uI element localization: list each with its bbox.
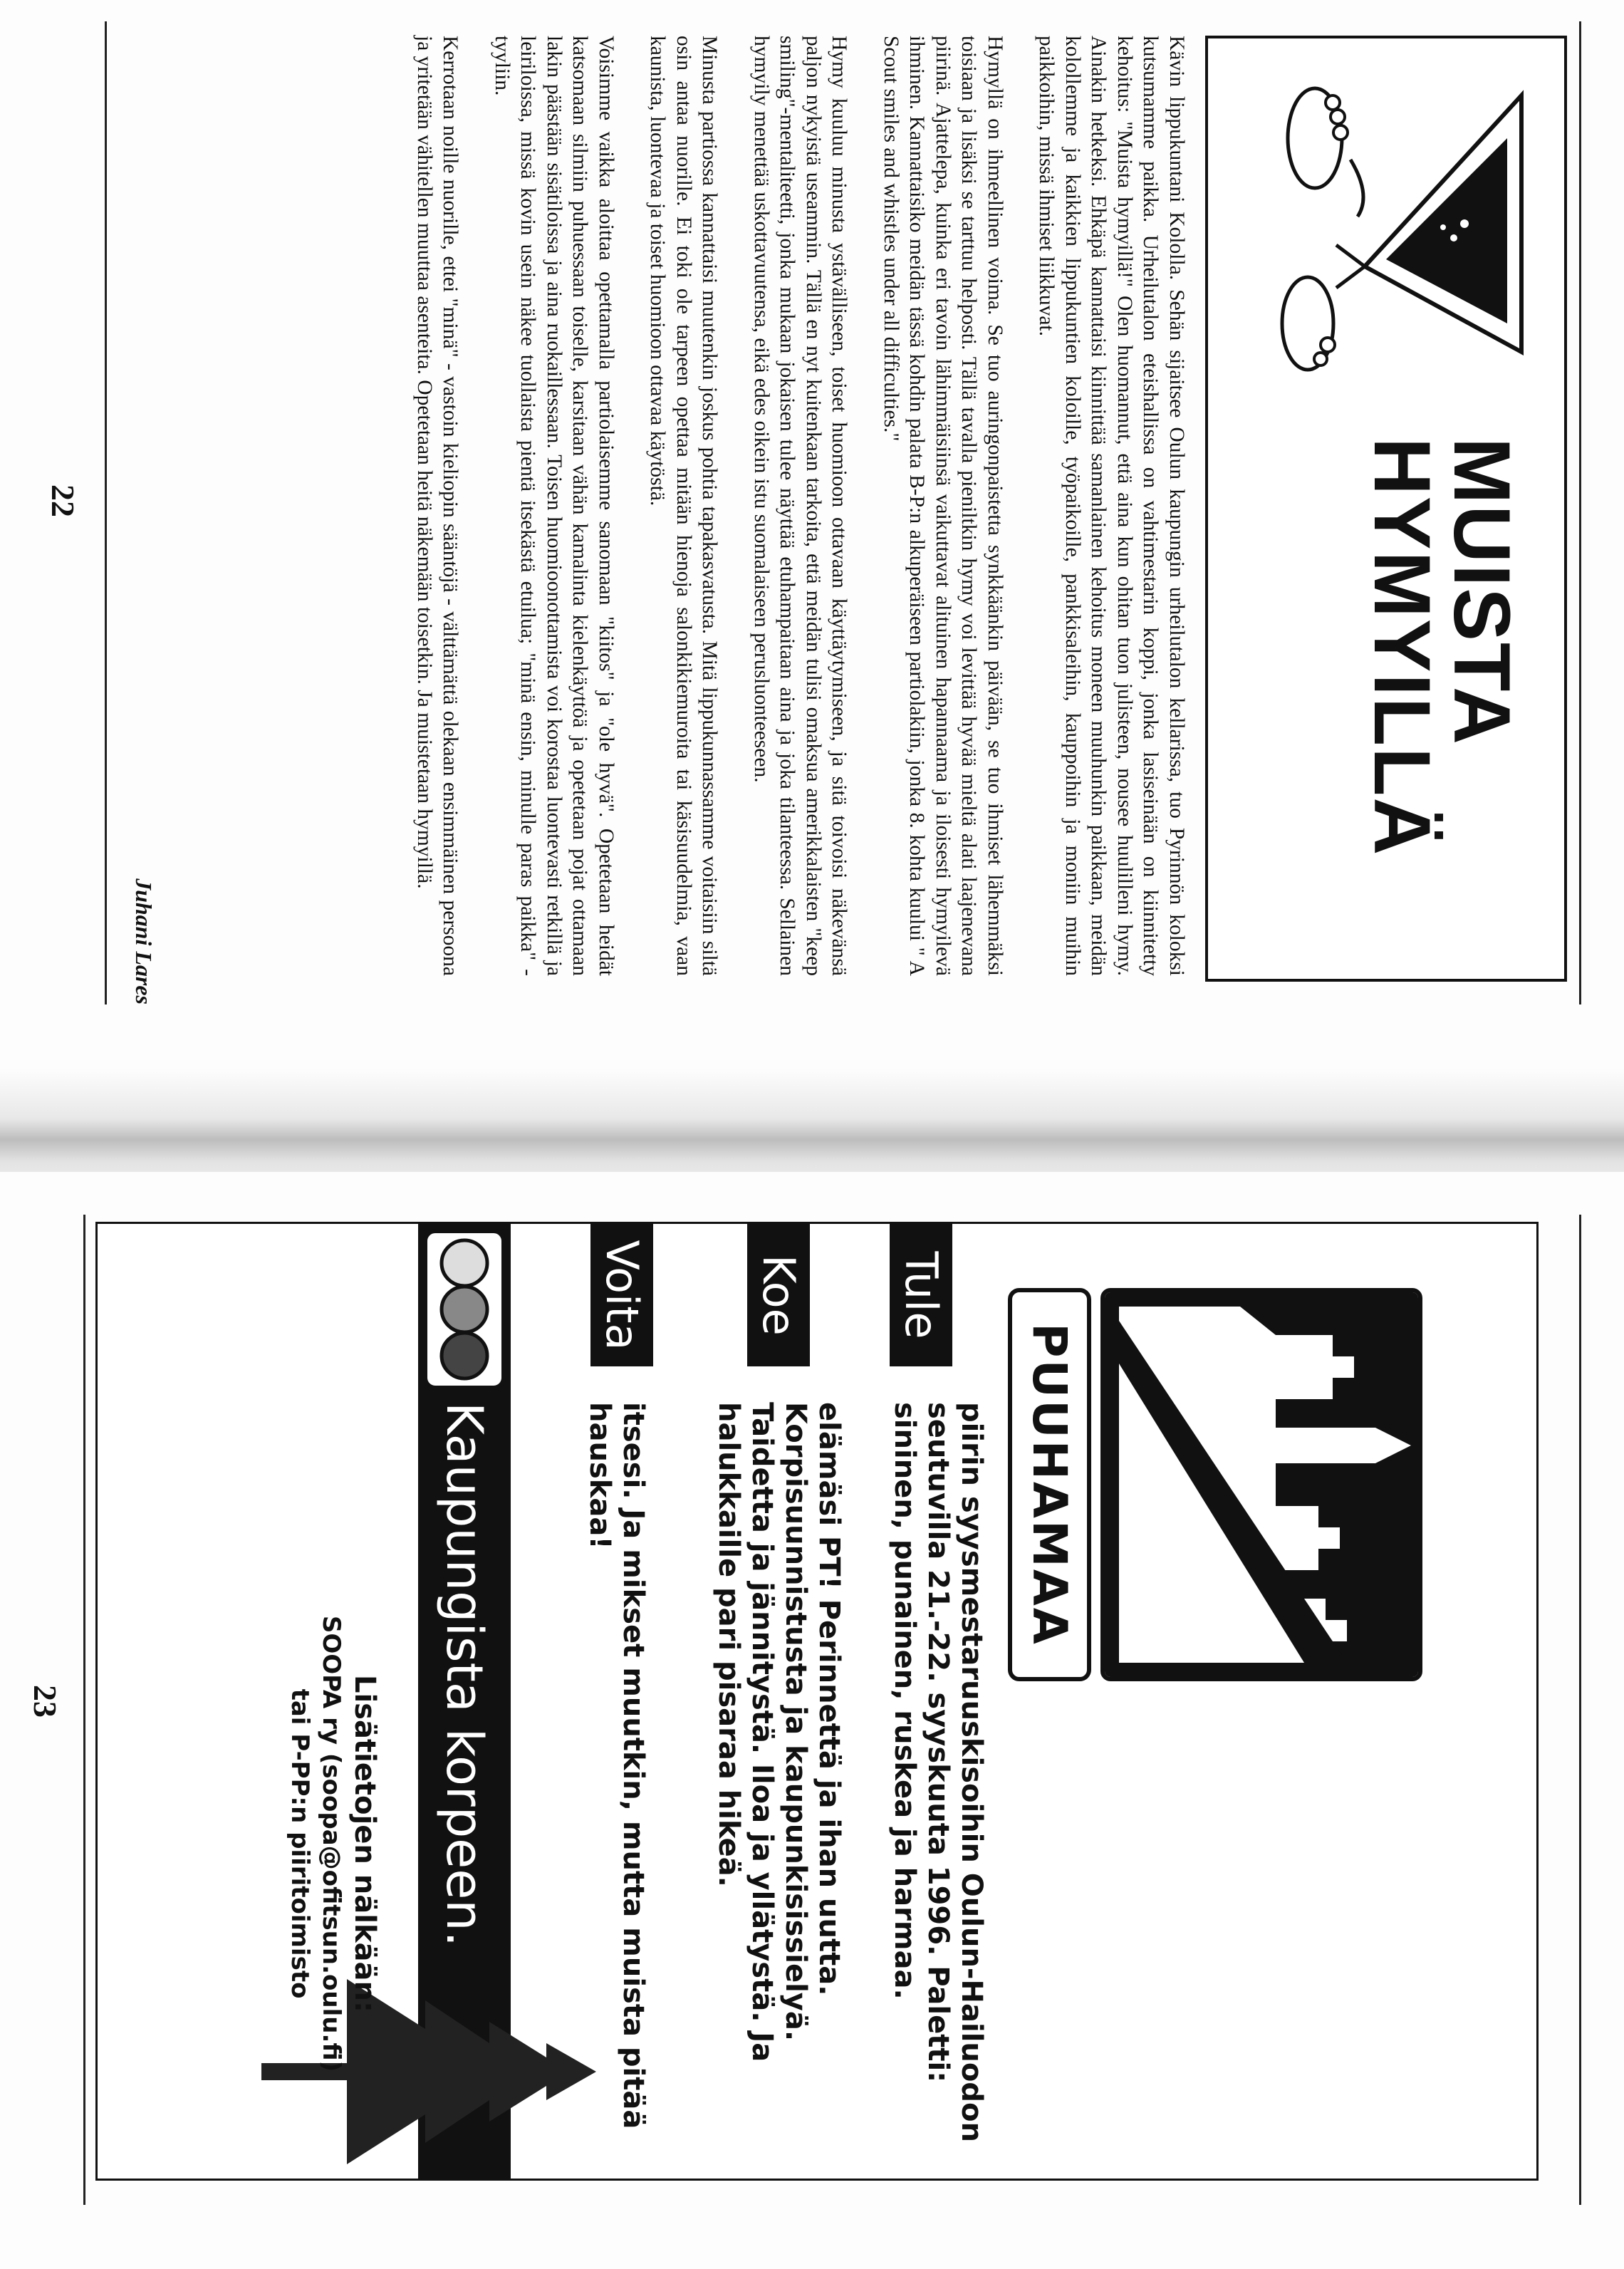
bottom-rule	[83, 1215, 85, 2205]
traffic-light-icon	[404, 1224, 525, 1395]
paragraph: Kävin lippukuntani Kololla. Sehän sijaitsee Oulun kaupungin urheilutalon kellarissa, tuo Pyrinnön koloksi kutsumamme paikka. Urheilutalon eteishallissa on vahtimestarin koppi, jonka lasiseinään on kiinnitetty kehoitus: "Muista hymyillä!" Olen huomannut, että aina kun ohitan tuon julisteen, nousee huulilleni hymy. Ainakin hetkeksi. Ehkäpä kannattaisi kiinnittää samanlainen kehoitus moneen muuhunkin paikkaan, meidän kolollemme ja kaikkien lippukuntien koloille, työpaikoille, pankkisaleihin, kauppoihin ja moniin muihin paikkoihin, missä ihmiset liikkuvat.	[1035, 36, 1188, 976]
label-koe: Koe	[747, 1224, 810, 1366]
title-line-2: HYMYILLÄ	[1358, 437, 1447, 857]
page-number: 23	[27, 1685, 63, 1718]
scout-hat-illustration-icon	[1265, 53, 1550, 380]
paragraph: Voisimme vaikka aloittaa opettamalla partiolaisemme sanomaan "kiitos" ja "ole hyvä". Opetetaan heidät katsomaan silmiin puhuessaan toiselle, karsitaan vähän kamalinta kielenkäyttöä ja opetetaan pojat ottamaan lakin päästään sisätiloissa ja aina ruokaillessaan. Toisen huomioonottamista voi korostaa luontevasti retkillä ja leiriloissa, missä kovin usein näkee tuollaista pientä itsekästä etuilua; "minä ensin, minulle paras paikka" -tyyliin.	[491, 36, 618, 976]
paragraph: Minusta partiossa kannattaisi muutenkin joskus pohtia tapakasvatusta. Mitä lippukunnassamme voitaisiin siltä osin antaa nuorille. Ei toki ole tarpeen opettaa mitään hienoja salonkikiemuroita tai käsisuudelmia, vaan kaunista, luontevaa ja toiset huomioon ottavaa käytöstä.	[646, 36, 722, 976]
contact-info	[284, 1552, 382, 2136]
top-rule	[1579, 21, 1581, 1004]
paragraph: Kerrotaan noille nuorille, ettei "minä" - vastoin kieliopin sääntöjä - välttämättä olekaan ensimmäinen persoona ja yritetään vähitellen muuttaa asenteita. Opetetaan heitä näkemään toisetkin. Ja muistetaan hymyillä.	[413, 36, 462, 976]
byline: Juhani Lares	[131, 878, 157, 1004]
article-header-box	[1205, 36, 1567, 982]
paragraph: Hymy kuuluu minusta ystävälliseen, toiset huomioon ottavaan käyttäytymiseen, ja sitä toivoisi näkevänsä paljon nykyistä useammin. Tällä en nyt kuitenkaan tarkoita, että meidän tulisi omaksua amerikkalaisten "keep smiling"-mentaliteetti, jonka mukaan jokaisen tulee näyttää etuhampaitaan aina ja joka tilanteessa. Sellainen hymyily menettää uskottavuutensa, eikä edes oikein istu suomalaiseen perusluonteeseen.	[750, 36, 851, 976]
banner-text: Kaupungista korpeen.	[435, 1402, 494, 1947]
label-voita: Voita	[590, 1224, 653, 1366]
bottom-rule	[105, 21, 107, 1004]
castle-logo-icon	[1105, 1292, 1418, 1677]
event-advertisement	[95, 1222, 1539, 2181]
page-22	[0, 0, 1624, 1097]
page-number: 22	[45, 484, 81, 517]
article-title	[1358, 437, 1526, 965]
label-tule: Tule	[890, 1224, 952, 1366]
paragraph: Hymyllä on ihmeellinen voima. Se tuo auringonpaistetta synkkäänkin päivään, se tuo ihmiset lähemmäksi toisiaan ja lisäksi se tarttuu helposti. Tällä tavalla pieniltkin hymy voi levittää hyvää mieltä alati laajenevana piirinä. Ajattelepa, kuinka eri tavoin lähimmäisiinsä vaikuttavat alituinen hapannaama ja iloisesti hymyilevä ihminen. Kannattaisiko meidän tässä kohdin palata B-P:n alkuperäiseen partiolakiin, jonka 8. kohta kuului " A Scout smiles and whistles under all difficulties."	[880, 36, 1006, 976]
puuhamaa-logo	[1100, 1288, 1422, 1681]
title-line-1: MUISTA	[1437, 437, 1526, 746]
contact-email: SOOPA ry (soopa@ofitsun.oulu.fi)	[317, 1615, 345, 2072]
puuhamaa-label: PUUHAMAA	[1008, 1288, 1091, 1681]
contact-heading: Lisätietojen nälkään:	[348, 1674, 381, 2013]
tule-text: piirin syysmestaruuskisoihin Oulun-Hailuodon seutuvilla 21.-22. syyskuuta 1996. Paletti: sininen, punainen, ruskea ja harmaa.	[888, 1402, 988, 2142]
article-body	[386, 36, 1190, 976]
page-23	[0, 1172, 1624, 2269]
koe-text: elämäsi PT! Perinnettä ja ihan uutta. Korpisuunnistusta ja kaupunkisissielyä. Taidetta ja jännitystä. Iloa ja yllätystä. Ja halukkaille pari pisaraa hikeä.	[712, 1402, 845, 2062]
top-rule	[1579, 1215, 1581, 2205]
voita-text: itsesi. Ja mikset muutkin, mutta muista pitää hauskaa!	[583, 1402, 650, 2129]
contact-office: tai P-PP:n piiritoimisto	[286, 1688, 314, 1999]
